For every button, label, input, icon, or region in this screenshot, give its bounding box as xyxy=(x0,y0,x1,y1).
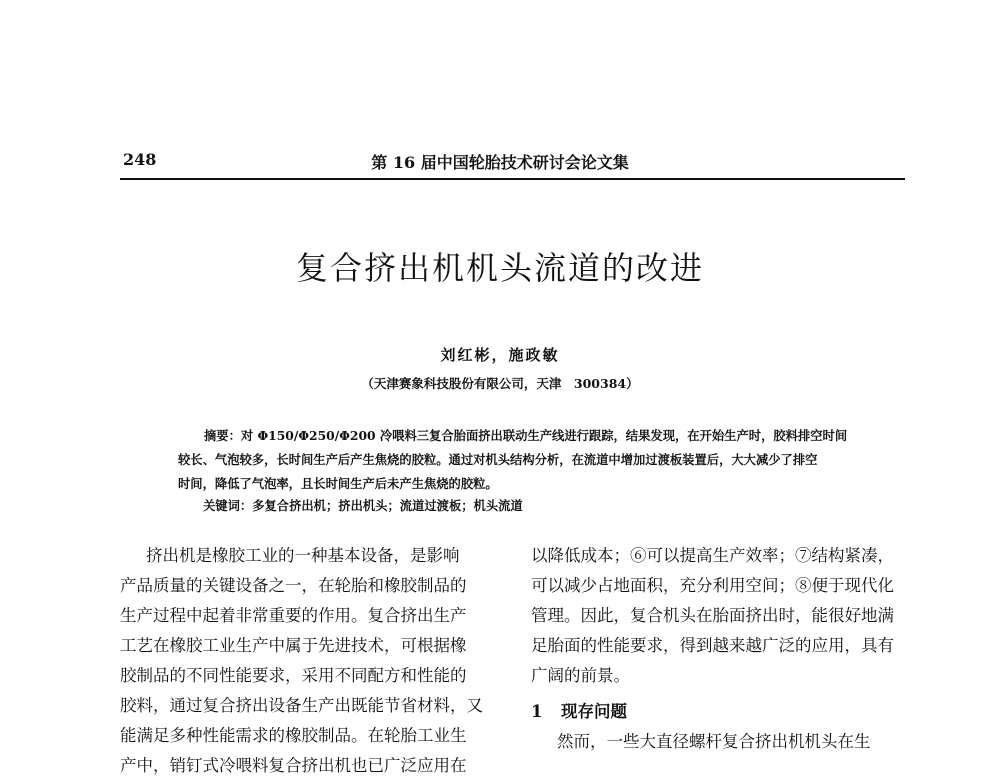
body-line: 产中，销钉式冷喂料复合挤出机也已广泛应用在 xyxy=(120,756,467,775)
body-column-left xyxy=(120,541,500,781)
body-line: 工艺在橡胶工业生产中属于先进技术，可根据橡 xyxy=(120,636,467,655)
body-line: 广阔的前景。 xyxy=(531,666,630,685)
body-line: 以降低成本；⑥可以提高生产效率；⑦结构紧凑， xyxy=(531,546,894,565)
body-line: 产品质量的关键设备之一，在轮胎和橡胶制品的 xyxy=(120,576,467,595)
section-number: 1 xyxy=(531,702,543,721)
abstract-line: 时间，降低了气泡率，且长时间生产后未产生焦烧的胶粒。 xyxy=(178,476,498,491)
abstract-line: 摘要：对 Φ150/Φ250/Φ200 冷喂料三复合胎面挤出联动生产线进行跟踪，结果发现，在开始生产时，胶料排空时间 xyxy=(204,428,848,443)
body-line: 能满足多种性能需求的橡胶制品。在轮胎工业生 xyxy=(120,726,467,745)
page-number: 248 xyxy=(123,150,157,169)
body-line: 挤出机是橡胶工业的一种基本设备，是影响 xyxy=(146,546,460,565)
body-line: 生产过程中起着非常重要的作用。复合挤出生产 xyxy=(120,606,467,625)
section-heading xyxy=(531,697,911,727)
body-line: 然而，一些大直径螺杆复合挤出机机头在生 xyxy=(557,732,871,751)
body-line: 足胎面的性能要求，得到越来越广泛的应用，具有 xyxy=(531,636,894,655)
body-column-right xyxy=(531,541,911,757)
header-rule xyxy=(120,178,905,180)
authors: 刘红彬，施政敏 xyxy=(440,346,560,364)
section-title: 现存问题 xyxy=(561,702,627,721)
body-line: 可以减少占地面积，充分利用空间；⑧便于现代化 xyxy=(531,576,894,595)
affiliation: （天津赛象科技股份有限公司，天津 300384） xyxy=(361,376,639,391)
abstract-line: 较长、气泡较多，长时间生产后产生焦烧的胶粒。通过对机头结构分析，在流道中增加过渡板装置后，大大减少了排空 xyxy=(178,452,818,467)
paper-title: 复合挤出机机头流道的改进 xyxy=(295,249,704,287)
body-line: 胶料，通过复合挤出设备生产出既能节省材料，又 xyxy=(120,696,483,715)
keywords: 关键词：多复合挤出机；挤出机头；流道过渡板；机头流道 xyxy=(203,498,523,513)
running-header-journal: 第 16 届中国轮胎技术研讨会论文集 xyxy=(371,153,629,172)
abstract xyxy=(178,424,850,496)
body-line: 管理。因此，复合机头在胎面挤出时，能很好地满 xyxy=(531,606,894,625)
body-line: 胶制品的不同性能要求，采用不同配方和性能的 xyxy=(120,666,467,685)
